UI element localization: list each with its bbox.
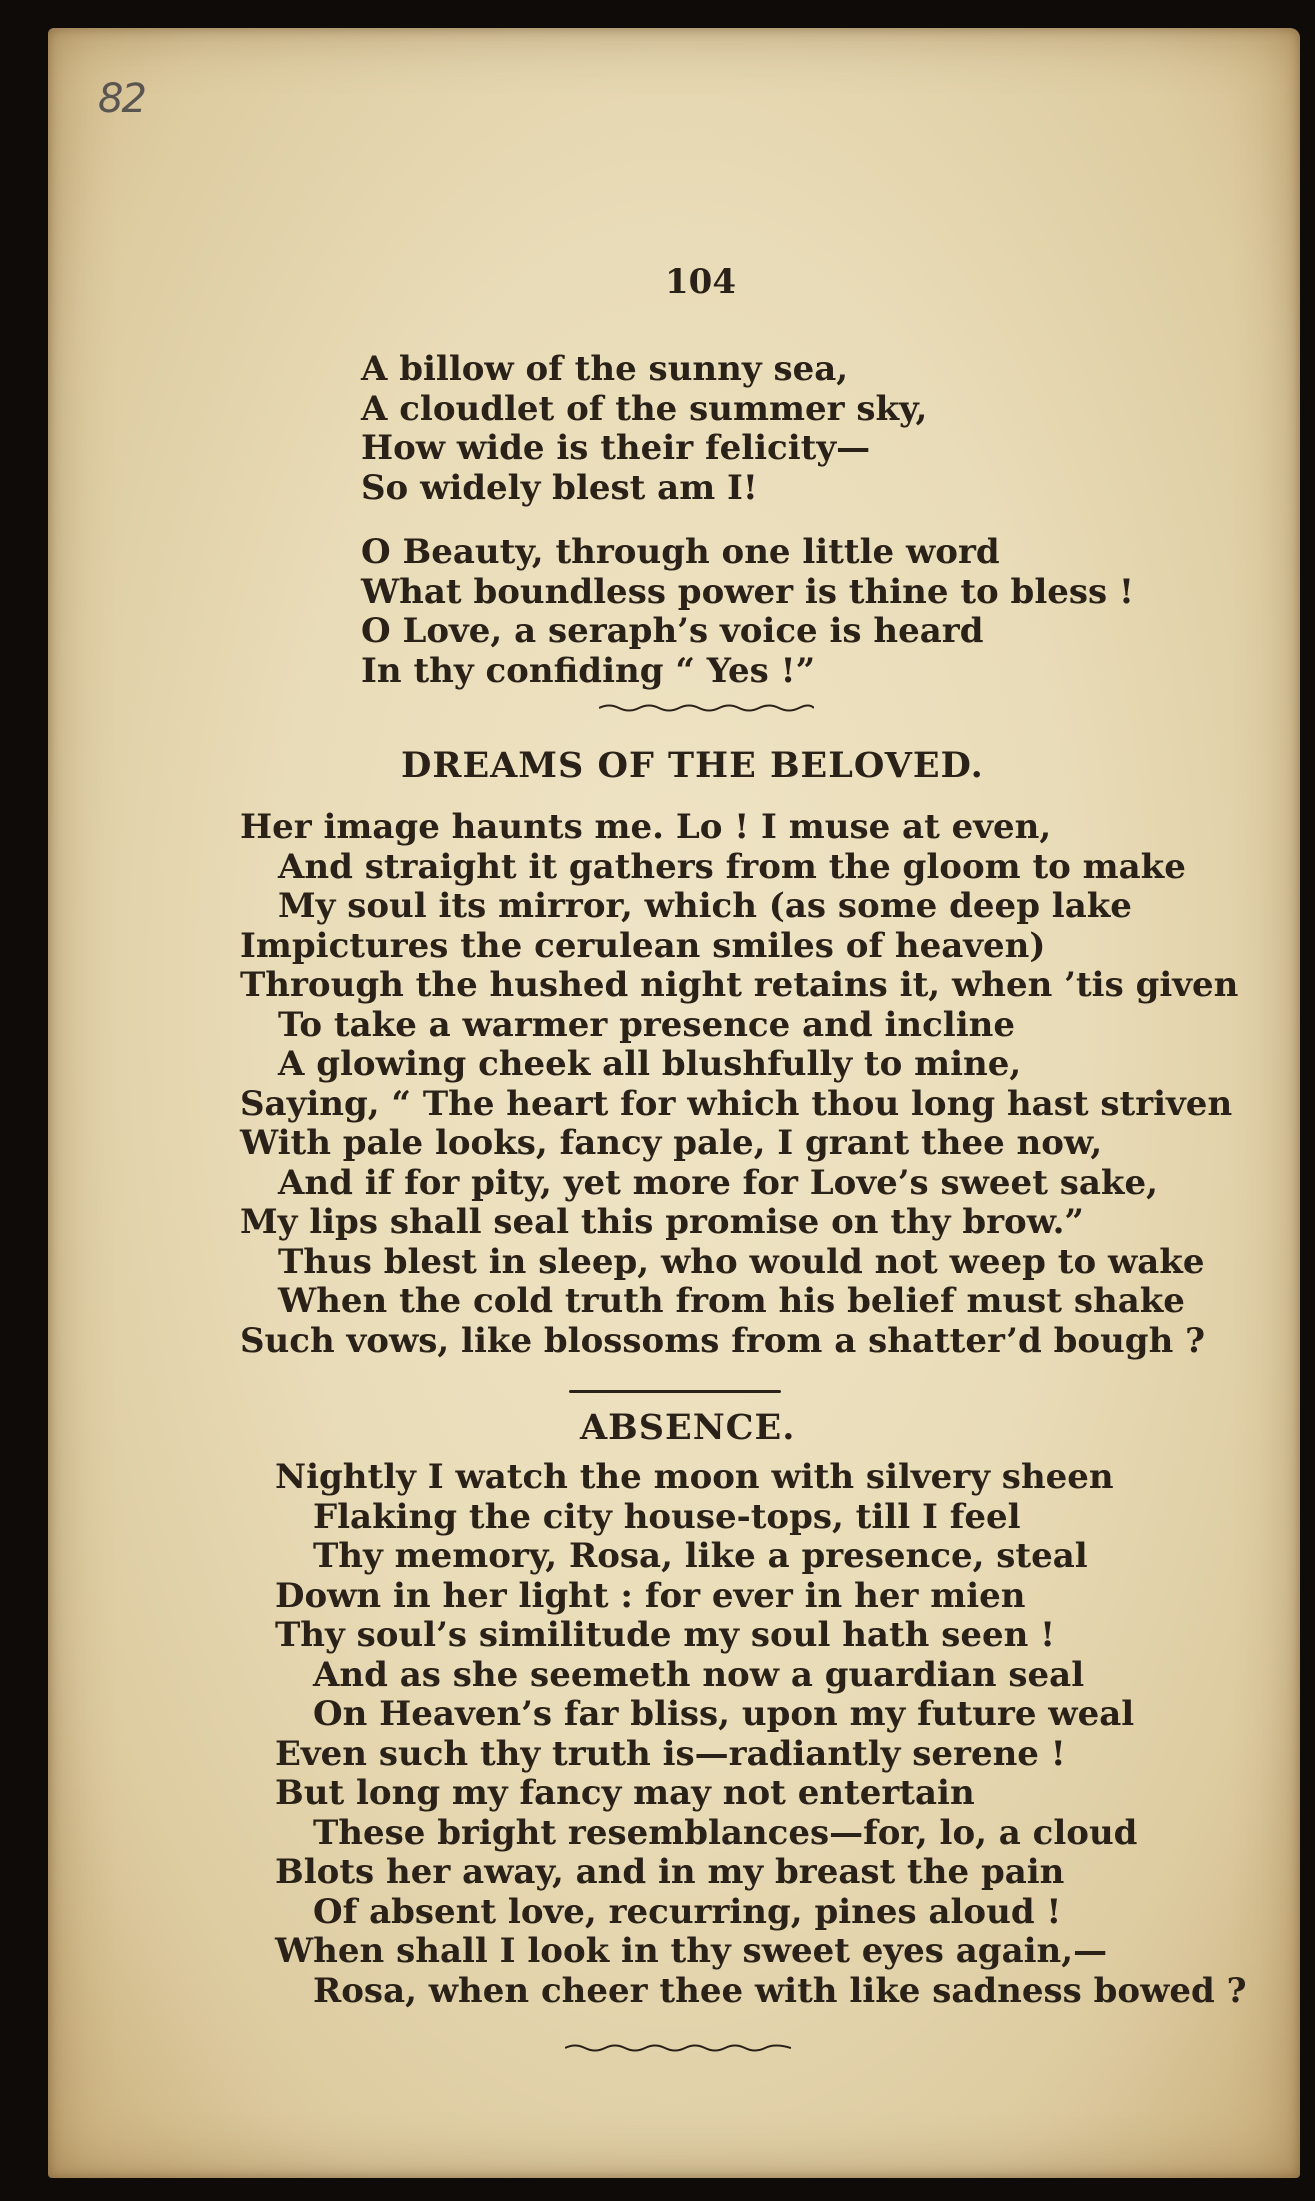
verse-line: Saying, “ The heart for which thou long hast striven xyxy=(240,1083,1233,1124)
verse-line: Down in her light : for ever in her mien xyxy=(275,1575,1026,1616)
verse-line: Of absent love, recurring, pines aloud ! xyxy=(313,1891,1062,1932)
verse-line: A glowing cheek all blushfully to mine, xyxy=(278,1044,1022,1084)
page-number: 104 xyxy=(665,262,736,302)
stanza-2 xyxy=(361,533,1134,691)
verse-line: A cloudlet of the summer sky, xyxy=(361,388,928,429)
verse-line: To take a warmer presence and incline xyxy=(278,1004,1015,1045)
verse-line: And straight it gathers from the gloom to make xyxy=(278,846,1186,887)
verse-line: Impictures the cerulean smiles of heaven) xyxy=(240,925,1046,966)
verse-line: Through the hushed night retains it, when ’tis given xyxy=(240,965,1239,1005)
verse-line: My lips shall seal this promise on thy brow.” xyxy=(240,1202,1084,1242)
verse-line: When the cold truth from his belief must shake xyxy=(278,1281,1185,1321)
verse-line: Such vows, like blossoms from a shatter’d bough ? xyxy=(240,1320,1206,1361)
verse-line: Even such thy truth is—radiantly serene ! xyxy=(275,1733,1066,1774)
poem-dreams-of-the-beloved xyxy=(240,808,1238,1361)
poem-absence xyxy=(275,1458,1247,2011)
verse-line: Thy soul’s similitude my soul hath seen ! xyxy=(275,1615,1056,1655)
verse-line: With pale looks, fancy pale, I grant thee now, xyxy=(240,1123,1103,1163)
ornamental-rule-1 xyxy=(599,700,814,714)
poem-title-dreams: DREAMS OF THE BELOVED. xyxy=(401,745,984,786)
verse-line: When shall I look in thy sweet eyes again,— xyxy=(275,1931,1108,1971)
verse-line: My soul its mirror, which (as some deep lake xyxy=(278,886,1132,926)
verse-line: In thy confiding “ Yes !” xyxy=(361,650,816,691)
verse-line: O Love, a seraph’s voice is heard xyxy=(361,611,984,651)
verse-line: On Heaven’s far bliss, upon my future weal xyxy=(313,1694,1135,1734)
verse-line: Flaking the city house-tops, till I feel xyxy=(313,1496,1021,1537)
verse-line: And if for pity, yet more for Love’s sweet sake, xyxy=(278,1162,1158,1203)
verse-line: What boundless power is thine to bless ! xyxy=(361,571,1134,612)
stanza-1 xyxy=(361,350,927,508)
verse-line: And as she seemeth now a guardian seal xyxy=(313,1654,1085,1695)
verse-line: Blots her away, and in my breast the pain xyxy=(275,1852,1065,1892)
verse-line: How wide is their felicity— xyxy=(361,428,871,468)
verse-line: These bright resemblances—for, lo, a cloud xyxy=(313,1812,1138,1853)
verse-line: But long my fancy may not entertain xyxy=(275,1773,975,1813)
verse-line: O Beauty, through one little word xyxy=(361,532,1000,572)
verse-line: Her image haunts me. Lo ! I muse at even, xyxy=(240,807,1052,847)
verse-line: Nightly I watch the moon with silvery sheen xyxy=(275,1457,1114,1497)
verse-line: Thy memory, Rosa, like a presence, steal xyxy=(313,1536,1088,1576)
verse-line: So widely blest am I! xyxy=(361,467,758,508)
divider-rule xyxy=(569,1390,781,1393)
verse-line: A billow of the sunny sea, xyxy=(361,349,849,389)
verse-line: Thus blest in sleep, who would not weep to wake xyxy=(278,1241,1205,1282)
verse-line: Rosa, when cheer thee with like sadness bowed ? xyxy=(313,1970,1247,2011)
pencil-margin-note: 82 xyxy=(98,76,145,122)
ornamental-rule-2 xyxy=(565,2040,791,2054)
book-page xyxy=(48,28,1300,2178)
poem-title-absence: ABSENCE. xyxy=(580,1407,796,1448)
